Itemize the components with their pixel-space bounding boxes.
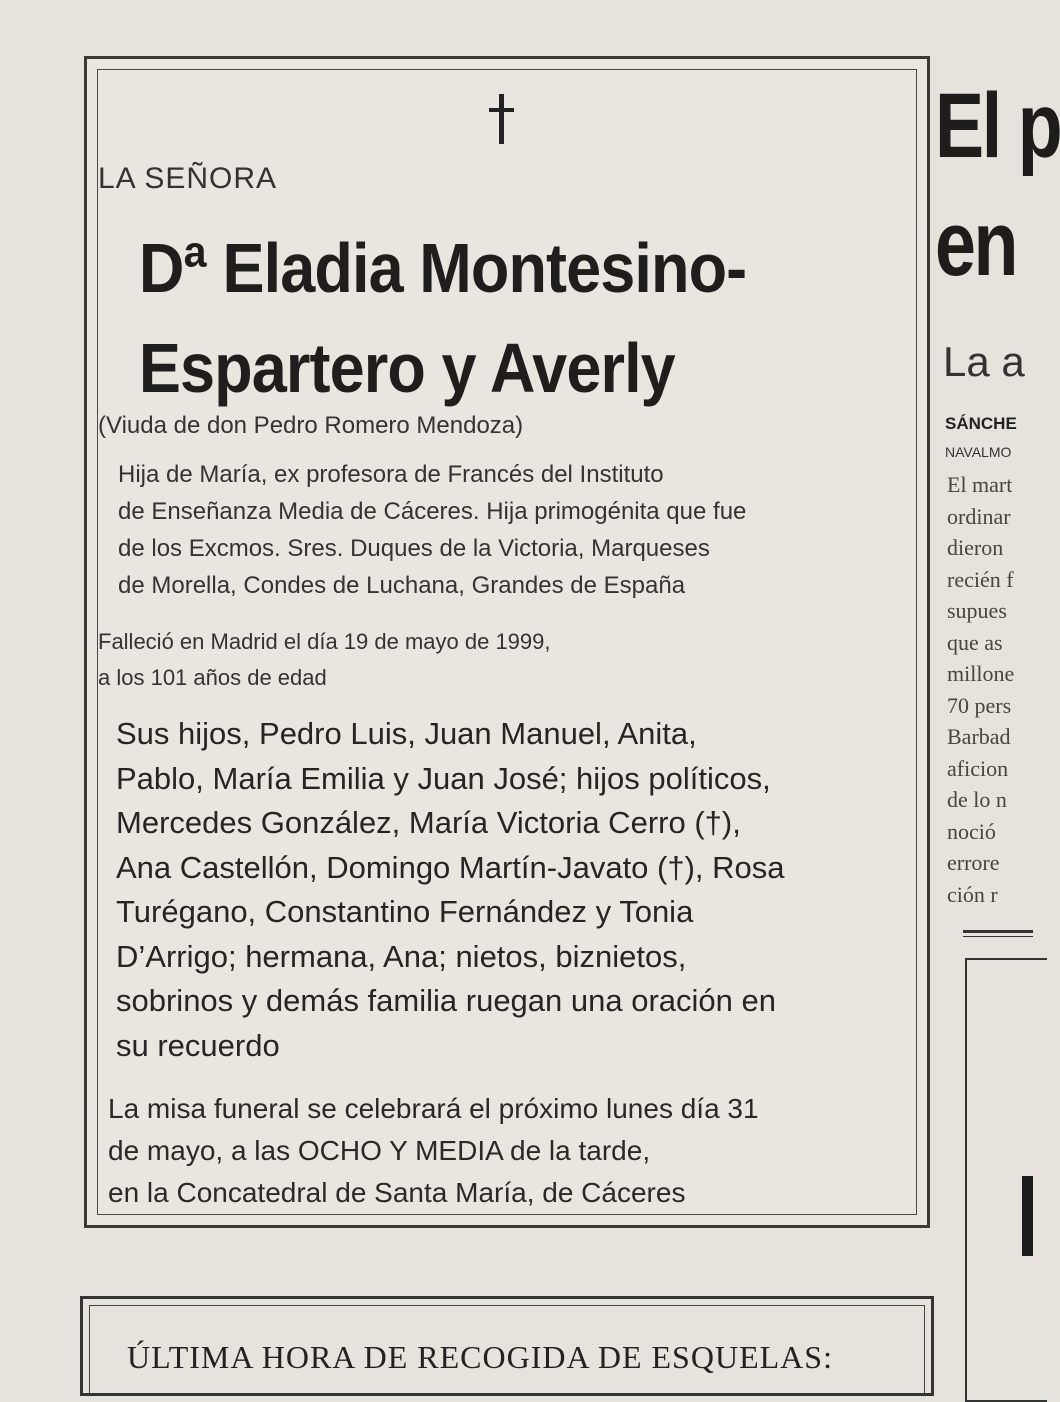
- article-headline-line-2: en: [935, 193, 1017, 295]
- family-line: su recuerdo: [116, 1027, 280, 1063]
- name-line-1: Dª Eladia Montesino-: [138, 229, 747, 307]
- article-body-line: noció: [947, 818, 996, 844]
- mass-line: de mayo, a las OCHO Y MEDIA de la tarde,: [108, 1135, 651, 1166]
- article-subhead: La a: [943, 338, 1025, 385]
- article-body-line: 70 pers: [947, 692, 1012, 718]
- article-body-line: ción r: [947, 881, 998, 907]
- family-line: Turégano, Constantino Fernández y Tonia: [116, 894, 694, 929]
- mass-line: La misa funeral se celebrará el próximo lunes día 31: [108, 1093, 759, 1124]
- article-body-line: supues: [947, 598, 1007, 623]
- article-body-line: que as: [947, 629, 1003, 655]
- family-line: Sus hijos, Pedro Luis, Juan Manuel, Anita,: [116, 716, 697, 751]
- deadline-box: [80, 1296, 934, 1396]
- family-paragraph: [116, 712, 898, 1068]
- divider: [963, 936, 1033, 937]
- family-line: Ana Castellón, Domingo Martín-Javato (†), Rosa: [116, 849, 785, 885]
- deceased-name: [139, 218, 875, 418]
- bio-line: Hija de María, ex profesora de Francés del Instituto: [118, 461, 664, 488]
- obituary-heading: LA SEÑORA: [98, 162, 278, 195]
- deadline-text: ÚLTIMA HORA DE RECOGIDA DE ESQUELAS:: [127, 1339, 833, 1375]
- name-line-2: Espartero y Averly: [138, 329, 675, 407]
- obituary-notice: [84, 56, 930, 1228]
- bio-line: de Morella, Condes de Luchana, Grandes de España: [118, 572, 686, 599]
- divider: [963, 930, 1033, 933]
- cross-icon: [482, 94, 522, 146]
- mass-paragraph: [108, 1088, 906, 1214]
- obituary-inner-border: [97, 69, 917, 1215]
- article-body-line: recién f: [947, 566, 1014, 592]
- article-byline-place: NAVALMO: [945, 444, 1012, 460]
- bio-line: de Enseñanza Media de Cáceres. Hija primogénita que fue: [118, 498, 747, 525]
- family-line: Pablo, María Emilia y Juan José; hijos políticos,: [116, 760, 771, 796]
- death-line: Falleció en Madrid el día 19 de mayo de 1999,: [98, 629, 551, 654]
- adjacent-box: [965, 958, 1047, 1402]
- adjacent-article: [935, 0, 1060, 1374]
- family-line: sobrinos y demás familia ruegan una oración en: [116, 983, 776, 1018]
- article-body-line: ordinar: [947, 503, 1011, 529]
- article-body-line: dieron: [947, 535, 1004, 560]
- article-headline-line-1: El p: [935, 75, 1060, 177]
- bio-paragraph: [118, 456, 896, 604]
- death-paragraph: [98, 624, 916, 696]
- article-body-line: Barbad: [947, 724, 1011, 749]
- article-body-line: errore: [947, 850, 1000, 875]
- family-line: D’Arrigo; hermana, Ana; nietos, biznietos,: [116, 938, 687, 974]
- article-body-line: de lo n: [947, 787, 1007, 812]
- article-byline-author: SÁNCHE: [945, 414, 1017, 433]
- widow-line: (Viuda de don Pedro Romero Mendoza): [98, 412, 524, 439]
- article-body-line: El mart: [947, 472, 1013, 497]
- family-line: Mercedes González, María Victoria Cerro (†),: [116, 805, 741, 840]
- death-line: a los 101 años de edad: [98, 665, 327, 690]
- article-body-line: aficion: [947, 755, 1009, 781]
- bio-line: de los Excmos. Sres. Duques de la Victoria, Marqueses: [118, 535, 710, 562]
- mass-line: en la Concatedral de Santa María, de Cáceres: [108, 1177, 686, 1208]
- dark-bar: [1022, 1176, 1033, 1256]
- article-body-line: millone: [947, 661, 1015, 686]
- article-body: [947, 472, 1014, 913]
